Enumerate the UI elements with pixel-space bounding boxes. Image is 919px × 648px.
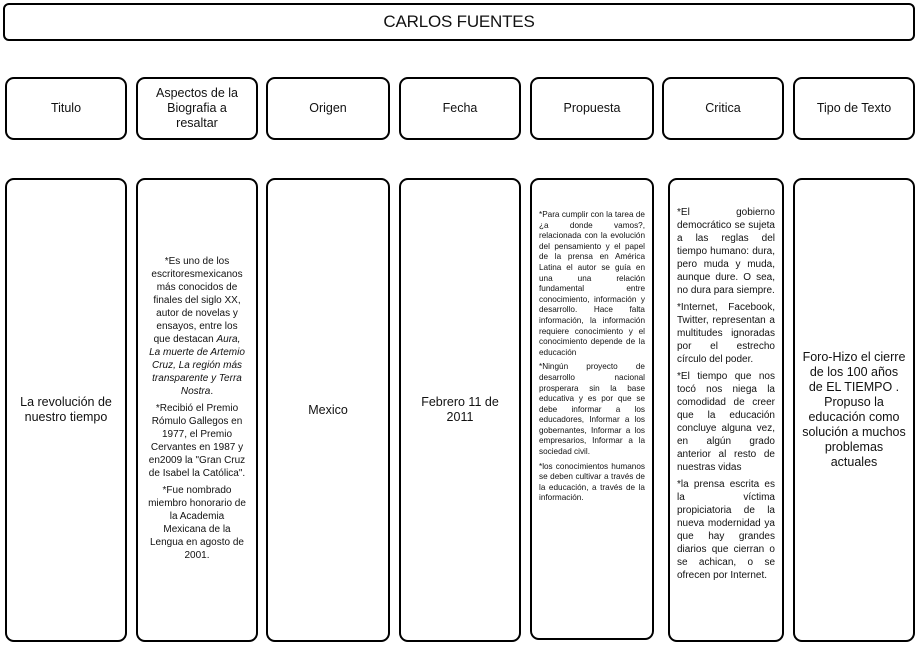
critica-paragraph-3: * El tiempo que nos tocó nos niega la comodidad de creer que la educación concluye alguna vez, en algún grado anterior al resto de nuestras vidas (677, 370, 775, 474)
page-title: CARLOS FUENTES (383, 12, 535, 31)
cell-origen (266, 178, 390, 642)
header-origen-label: Origen (309, 101, 347, 115)
cell-tipo (793, 178, 915, 642)
header-propuesta (530, 77, 654, 140)
cell-fecha (399, 178, 521, 642)
header-titulo-label: Titulo (50, 101, 82, 115)
header-titulo (5, 77, 127, 140)
propuesta-paragraph-2: * Ningún proyecto de desarrollo nacional prosperara sin la base educativa y es por que se debe informar a los educadores, Informar a los gobernantes, Informar a los empresarios, Informar a la sociedad civil. (539, 362, 645, 457)
cell-critica (668, 178, 784, 642)
header-tipo (793, 77, 915, 140)
bio-paragraph-3: * Fue nombrado miembro honorario de la Academia Mexicana de la Lengua en agosto de 2001. (147, 484, 247, 562)
cell-origen-text: Mexico (308, 402, 348, 417)
bio-works: Aura, La muerte de Artemio Cruz, La región más transparente y Terra Nostra (149, 333, 245, 397)
propuesta-paragraph-3: * los conocimientos humanos se deben cultivar a través de la educación, a través de la información. (539, 462, 645, 504)
critica-paragraph-2: * Internet, Facebook, Twitter, representan a multitudes ignoradas por el estrecho círculo del poder. (677, 301, 775, 366)
bio-paragraph-1 (147, 255, 247, 398)
bio-paragraph-1-end: . (210, 385, 214, 397)
critica-paragraph-4: * la prensa escrita es la víctima propiciatoria de la nueva modernidad ya que hay grandes diarios que cierran o se achican, o se ofrecen por Internet. (677, 478, 775, 582)
header-critica (662, 77, 784, 140)
bio-paragraph-1-text: Es uno de los escritoresmexicanos más conocidos de finales del siglo XX, autor de novelas y ensayos, entre los que destacan (151, 255, 243, 345)
header-origen (266, 77, 390, 140)
cell-titulo-text: La revolución de nuestro tiempo (20, 395, 112, 424)
cell-fecha-text: Febrero 11 de 2011 (421, 395, 499, 424)
cell-propuesta (530, 178, 654, 640)
critica-paragraph-1: * El gobierno democrático se sujeta a las reglas del tiempo humano: dura, pero muda y muda, aunque dure. O sea, no dura para siempre. (677, 206, 775, 297)
bio-paragraph-2: * Recibió el Premio Rómulo Gallegos en 1977, el Premio Cervantes en 1987 y en2009 la "Gran Cruz de Isabel la Católica". (147, 402, 247, 480)
header-fecha-label: Fecha (442, 101, 478, 115)
header-propuesta-label: Propuesta (563, 101, 621, 115)
header-critica-label: Critica (705, 101, 741, 115)
header-tipo-label: Tipo de Texto (816, 101, 892, 115)
cell-titulo (5, 178, 127, 642)
header-aspectos-label: Aspectos de la Biografia a resaltar (156, 86, 238, 130)
propuesta-paragraph-1: * Para cumplir con la tarea de ¿a donde vamos?, relacionada con la evolución del pensamiento y el papel de la prensa en América Latina el autor se guía en una una relación fundamental entre conocimiento, información y desarrollo. Hace falta información, la información requiere conocimiento y el conocimiento depende de la educación (539, 210, 645, 358)
cell-aspectos (136, 178, 258, 642)
cell-tipo-text: Foro-Hizo el cierre de los 100 años de EL TIEMPO . Propuso la educación como solución a muchos problemas actuales (802, 350, 906, 469)
header-fecha (399, 77, 521, 140)
title-box (3, 3, 915, 41)
header-aspectos (136, 77, 258, 140)
